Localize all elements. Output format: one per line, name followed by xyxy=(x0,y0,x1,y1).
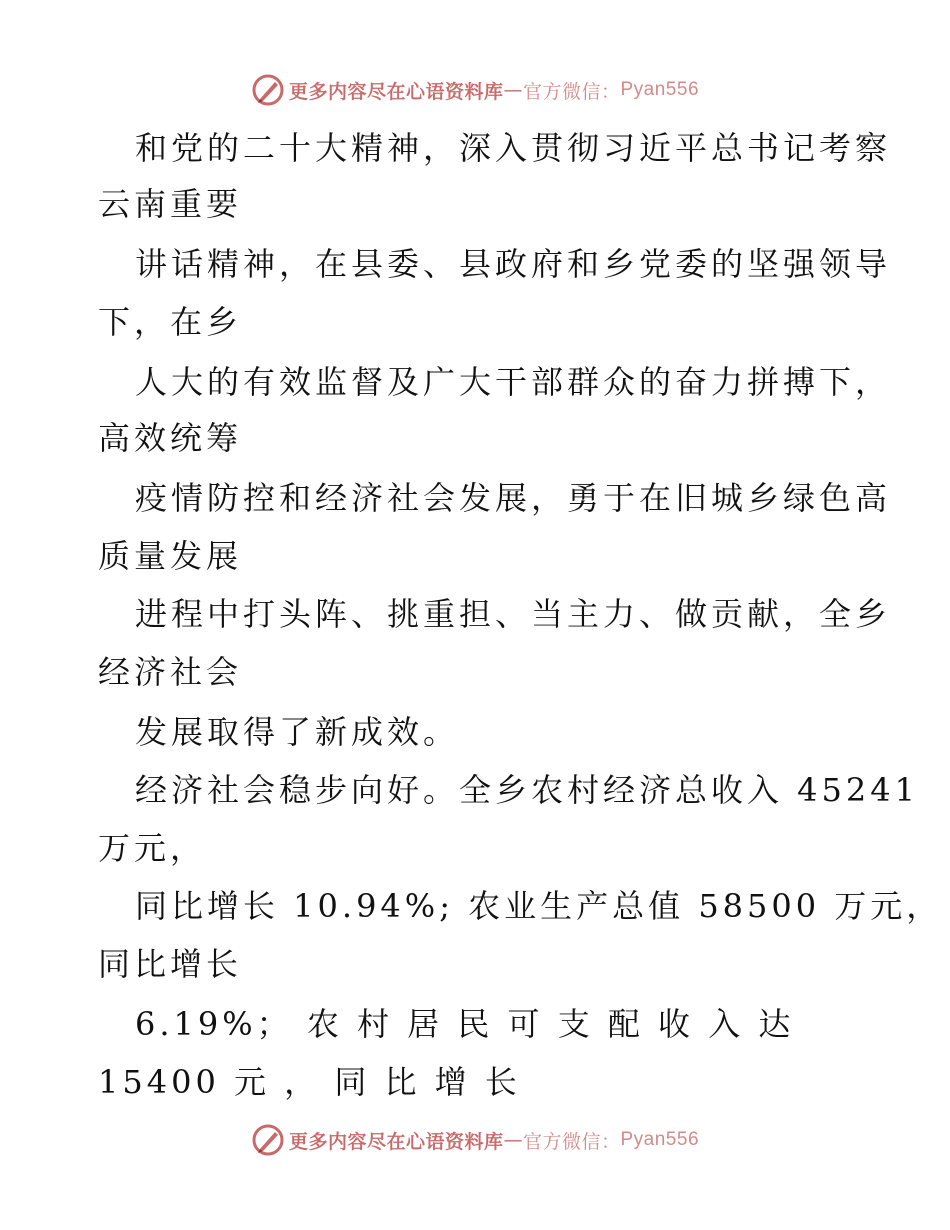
text-line: 6.19%； 农 村 居 民 可 支 配 收 入 达 xyxy=(135,1005,795,1043)
text-line: 和党的二十大精神，深入贯彻习近平总书记考察 xyxy=(135,129,892,167)
text-line: 万元， xyxy=(98,829,207,867)
text-line: 经济社会稳步向好。全乡农村经济总收入 45241 xyxy=(135,771,919,809)
header-watermark xyxy=(0,70,950,110)
text-line: 经济社会 xyxy=(98,653,243,691)
watermark-wechat-id: Pyan556 xyxy=(620,79,700,100)
watermark-main-text: 更多内容尽在心语资料库 xyxy=(288,1130,504,1153)
text-line: 同比增长 10.94%; 农业生产总值 58500 万元， xyxy=(135,887,943,925)
text-line: 发展取得了新成效。 xyxy=(135,713,460,751)
text-line: 同比增长 xyxy=(98,945,243,983)
text-line: 进程中打头阵、挑重担、当主力、做贡献，全乡 xyxy=(135,595,892,633)
text-line: 疫情防控和经济社会发展，勇于在旧城乡绿色高 xyxy=(135,479,892,517)
watermark-wechat-id: Pyan556 xyxy=(620,1129,700,1150)
pen-logo-icon xyxy=(251,73,285,107)
text-line: 高效统筹 xyxy=(98,419,243,457)
text-line: 质量发展 xyxy=(98,537,243,575)
watermark-dash: — xyxy=(503,1129,523,1151)
text-line: 云南重要 xyxy=(98,185,243,223)
watermark-main-text: 更多内容尽在心语资料库 xyxy=(288,80,504,103)
watermark-dash: — xyxy=(503,79,523,101)
text-line: 15400 元 ， 同 比 增 长 xyxy=(98,1063,521,1101)
pen-logo-icon xyxy=(251,1123,285,1157)
text-line: 人大的有效监督及广大干部群众的奋力拼搏下， xyxy=(135,363,892,401)
text-line: 下，在乡 xyxy=(98,303,243,341)
footer-watermark xyxy=(0,1120,950,1160)
watermark-sub-text: 官方微信： xyxy=(522,80,621,103)
text-line: 讲话精神，在县委、县政府和乡党委的坚强领导 xyxy=(135,245,892,283)
watermark-sub-text: 官方微信： xyxy=(522,1130,621,1153)
